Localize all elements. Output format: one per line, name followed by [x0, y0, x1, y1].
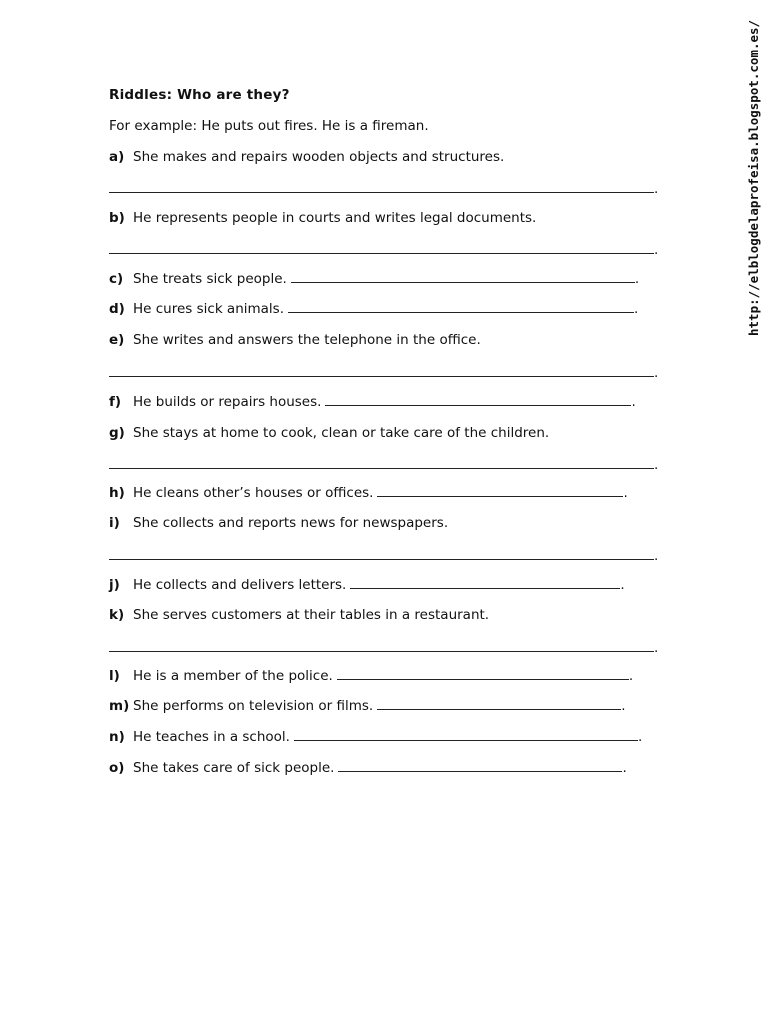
item-text: She performs on television or films.	[133, 698, 374, 714]
item-text: She collects and reports news for newspapers.	[133, 515, 449, 531]
item-text: He teaches in a school.	[133, 729, 290, 745]
item-text: She serves customers at their tables in a restaurant.	[133, 607, 490, 623]
end-mark: .	[634, 271, 640, 287]
worksheet-title: Riddles: Who are they?	[109, 87, 290, 103]
riddle-item-j	[109, 576, 625, 594]
end-mark: .	[631, 394, 636, 410]
answer-blank-e[interactable]	[109, 375, 654, 377]
answer-blank-a[interactable]	[109, 191, 654, 193]
riddle-item-i	[109, 514, 448, 532]
end-mark: .	[620, 577, 625, 593]
riddle-item-f	[109, 393, 636, 411]
riddle-item-c	[109, 270, 639, 288]
end-mark: .	[623, 485, 628, 501]
item-text: She makes and repairs wooden objects and structures.	[133, 149, 505, 165]
item-letter: i)	[109, 515, 120, 531]
end-mark: .	[634, 301, 639, 317]
item-letter: o)	[109, 760, 125, 776]
answer-blank-o[interactable]	[338, 759, 622, 772]
item-text: He collects and delivers letters.	[133, 577, 347, 593]
answer-blank-k[interactable]	[109, 650, 654, 652]
answer-blank-j[interactable]	[350, 576, 620, 589]
item-letter: a)	[109, 149, 125, 165]
end-mark: .	[637, 729, 643, 745]
end-mark: .	[654, 242, 659, 258]
example-text: : He puts out fires. He is a fireman.	[192, 118, 429, 134]
answer-blank-f[interactable]	[325, 393, 631, 406]
riddle-item-m	[109, 697, 625, 715]
end-mark: .	[654, 365, 659, 381]
end-mark: .	[621, 698, 626, 714]
riddle-item-a	[109, 148, 504, 166]
item-letter: n)	[109, 729, 125, 745]
end-mark: .	[654, 181, 659, 197]
riddle-item-n	[109, 728, 642, 746]
item-letter: m)	[109, 698, 130, 714]
item-letter: j)	[109, 577, 120, 593]
item-text: She treats sick people.	[133, 271, 287, 287]
riddle-item-e	[109, 331, 481, 349]
riddle-item-b	[109, 209, 536, 227]
item-letter: g)	[109, 425, 125, 441]
riddle-item-k	[109, 606, 489, 624]
item-letter: d)	[109, 301, 125, 317]
item-text: He cleans other’s houses or offices.	[133, 485, 374, 501]
end-mark: .	[654, 640, 659, 656]
item-text: She writes and answers the telephone in the office.	[133, 332, 481, 348]
riddle-item-g	[109, 424, 549, 442]
item-text: He builds or repairs houses.	[133, 394, 322, 410]
answer-blank-i[interactable]	[109, 558, 654, 560]
item-letter: c)	[109, 271, 124, 287]
item-text: He is a member of the police.	[133, 668, 333, 684]
end-mark: .	[654, 548, 659, 564]
answer-blank-g[interactable]	[109, 467, 654, 469]
example-label: For example	[109, 118, 193, 134]
answer-blank-b[interactable]	[109, 252, 654, 254]
end-mark: .	[622, 760, 627, 776]
item-letter: e)	[109, 332, 125, 348]
item-text: She stays at home to cook, clean or take care of the children.	[133, 425, 550, 441]
riddle-item-d	[109, 300, 638, 318]
answer-blank-h[interactable]	[377, 484, 623, 497]
end-mark: .	[654, 457, 659, 473]
answer-blank-m[interactable]	[377, 697, 621, 710]
item-letter: k)	[109, 607, 125, 623]
item-letter: h)	[109, 485, 125, 501]
answer-blank-c[interactable]	[291, 270, 635, 283]
riddle-item-o	[109, 759, 627, 777]
item-text: She takes care of sick people.	[133, 760, 335, 776]
riddle-item-h	[109, 484, 628, 502]
blog-url-watermark: http://elblogdelaprofeisa.blogspot.com.es/	[746, 19, 761, 336]
item-letter: l)	[109, 668, 120, 684]
end-mark: .	[628, 668, 634, 684]
answer-blank-l[interactable]	[337, 667, 629, 680]
item-letter: b)	[109, 210, 125, 226]
answer-blank-d[interactable]	[288, 300, 634, 313]
item-letter: f)	[109, 394, 122, 410]
answer-blank-n[interactable]	[294, 728, 638, 741]
riddle-item-l	[109, 667, 633, 685]
example-line	[109, 118, 429, 134]
item-text: He cures sick animals.	[133, 301, 285, 317]
item-text: He represents people in courts and writes legal documents.	[133, 210, 537, 226]
